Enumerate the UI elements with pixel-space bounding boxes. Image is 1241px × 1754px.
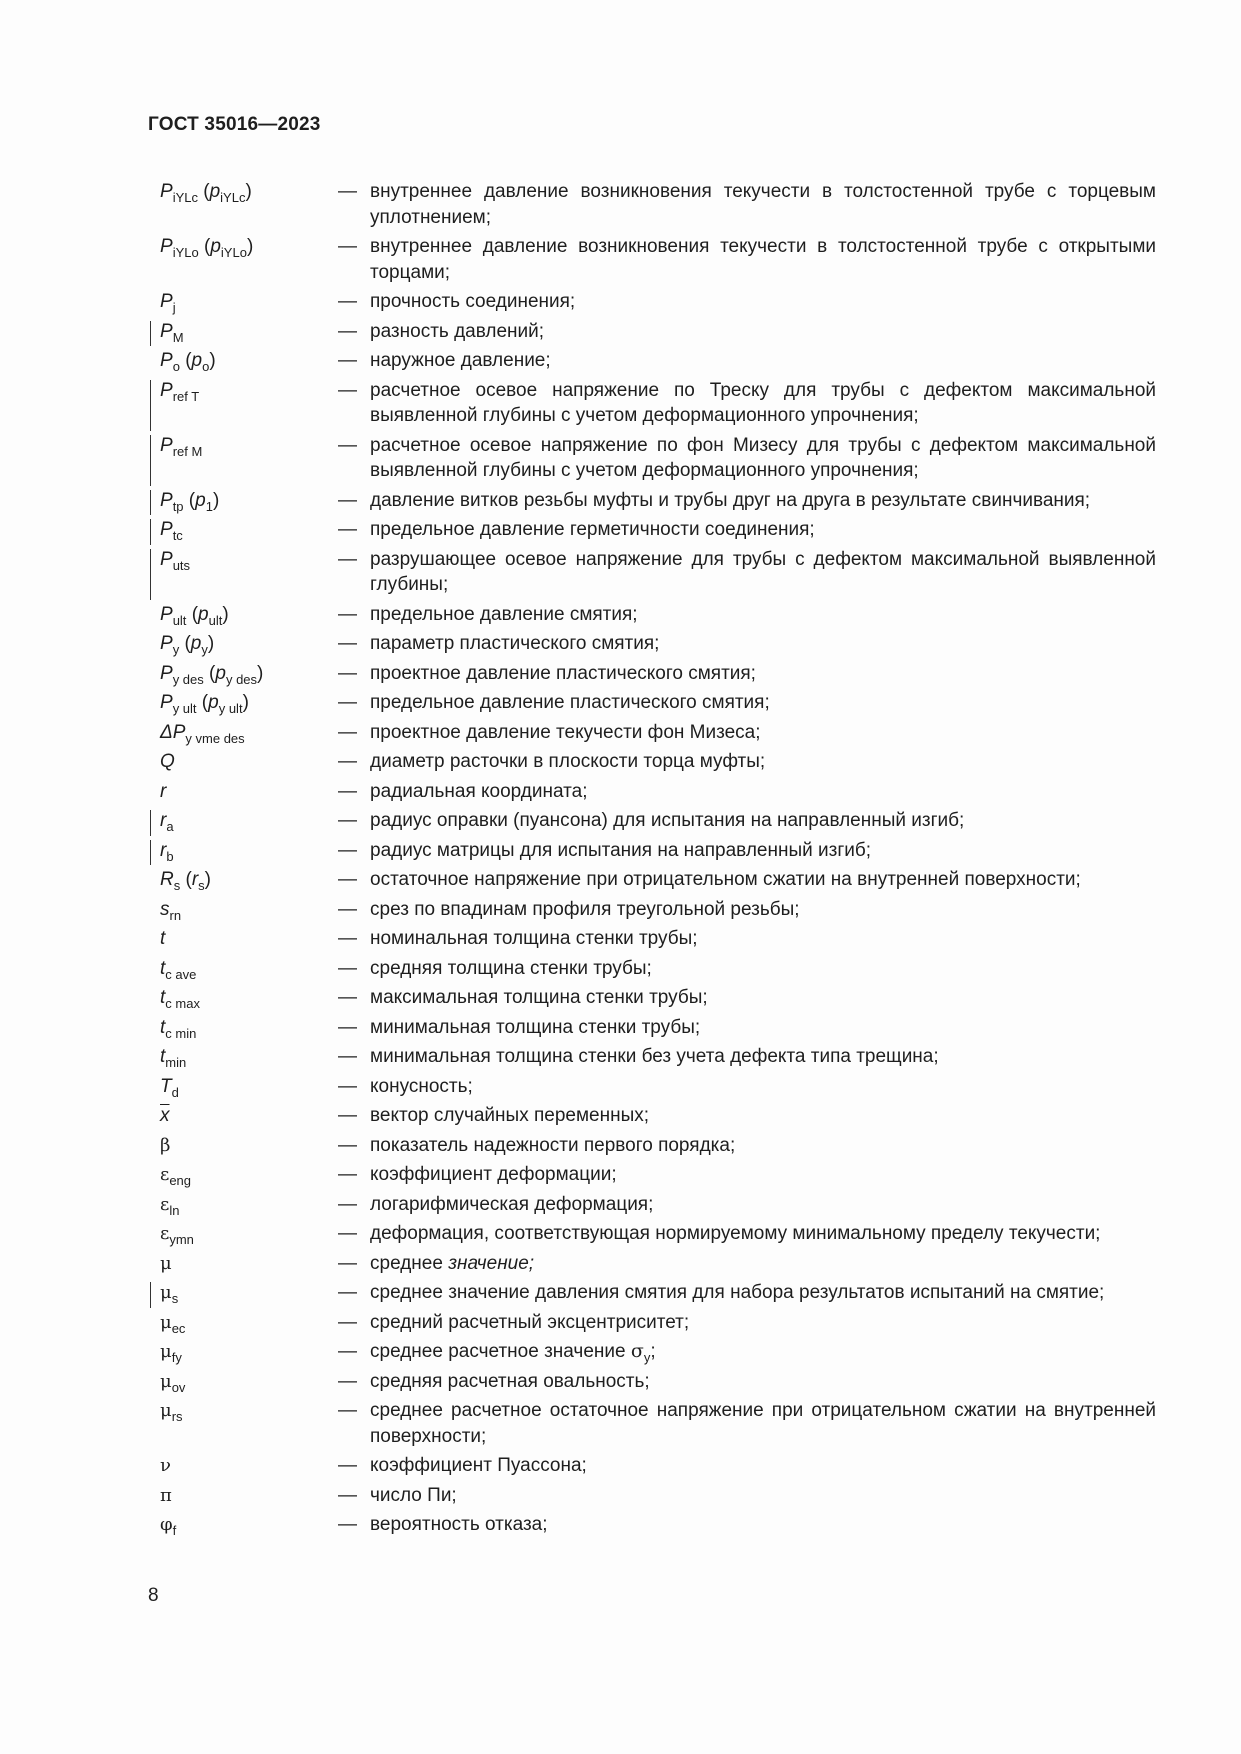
symbol: $\mu_{ec}$ <box>160 1311 186 1336</box>
definition: число Пи; <box>370 1484 457 1506</box>
dash: — <box>338 957 357 979</box>
list-item <box>160 1310 1156 1340</box>
dash: — <box>338 810 357 831</box>
definition: коэффициент Пуассона; <box>370 1455 587 1476</box>
symbol: $P_{y ult}$ $(p_{y ult})$ <box>160 692 249 716</box>
definition: предельное давление герметичности соединения; <box>370 519 815 540</box>
symbol: π <box>160 1484 172 1506</box>
definition: среднее расчетное остаточное напряжение при отрицательном сжатии на внутренней поверхности; <box>370 1400 1156 1447</box>
dash: — <box>338 1046 357 1067</box>
list-item <box>160 1483 1156 1513</box>
definition: давление витков резьбы муфты и трубы друг на друга в результате свинчивания; <box>370 489 1091 511</box>
symbol: $T_d$ <box>160 1075 179 1100</box>
symbol: r <box>160 780 167 802</box>
symbol: $\mu_{ov}$ <box>160 1370 186 1395</box>
list-item <box>160 749 1156 779</box>
symbol: $\Delta P_{y vme des}$ <box>160 721 245 746</box>
list-item <box>160 1453 1156 1483</box>
definition: деформация, соответствующая нормируемому минимальному пределу текучести; <box>370 1223 1101 1244</box>
symbol: μ <box>160 1252 172 1274</box>
list-item <box>160 1369 1156 1399</box>
symbol: $P_{iYLo}$ $(p_{iYLo})$ <box>160 236 254 260</box>
dash: — <box>338 320 357 342</box>
standard-header: ГОСТ 35016—2023 <box>148 114 321 135</box>
symbol: $P_M$ <box>160 320 184 345</box>
dash: — <box>338 898 357 920</box>
list-item <box>160 1280 1156 1310</box>
list-item <box>160 1221 1156 1251</box>
symbol: $t_{c ave}$ <box>160 957 197 982</box>
list-item <box>160 1251 1156 1281</box>
symbol: $P_{tp}$ $(p_1)$ <box>160 489 220 514</box>
list-item <box>160 1103 1156 1133</box>
definition: средняя расчетная овальность; <box>370 1370 650 1392</box>
list-item <box>160 779 1156 809</box>
definition: радиальная координата; <box>370 780 588 802</box>
symbol: $\varphi_f$ <box>160 1514 177 1538</box>
dash: — <box>338 379 357 401</box>
list-item <box>160 1512 1156 1542</box>
dash: — <box>338 839 357 861</box>
list-item <box>160 517 1156 547</box>
definition: номинальная толщина стенки трубы; <box>370 928 698 949</box>
definition: радиус матрицы для испытания на направленный изгиб; <box>370 839 872 861</box>
dash: — <box>338 1514 357 1535</box>
dash: — <box>338 1105 357 1126</box>
list-item <box>160 661 1156 691</box>
list-item <box>160 985 1156 1015</box>
symbol: $\mu_{fy}$ <box>160 1341 182 1365</box>
symbol: $P_o$ $(p_o)$ <box>160 350 216 374</box>
definition: показатель надежности первого порядка; <box>370 1134 736 1156</box>
symbol: $t_{min}$ <box>160 1046 187 1070</box>
symbol: $P_{iYLc}$ $(p_{iYLc})$ <box>160 181 252 205</box>
dash: — <box>338 434 357 456</box>
list-item <box>160 690 1156 720</box>
symbol: $\varepsilon_{ymn}$ <box>160 1223 194 1247</box>
dash: — <box>338 489 357 511</box>
dash: — <box>338 519 357 540</box>
symbol: $P_{ref T}$ <box>160 379 200 404</box>
definition: радиус оправки (пуансона) для испытания на направленный изгиб; <box>370 810 965 831</box>
definition: коэффициент деформации; <box>370 1164 617 1185</box>
symbol: $t_{c max}$ <box>160 987 200 1011</box>
definition: разность давлений; <box>370 320 545 342</box>
list-item <box>160 1192 1156 1222</box>
definition: прочность соединения; <box>370 291 576 312</box>
list-item <box>160 1015 1156 1045</box>
list-item <box>160 319 1156 349</box>
symbol: $P_{y des}$ $(p_{y des})$ <box>160 662 264 687</box>
dash: — <box>338 780 357 802</box>
symbol: $P_{ult}$ $(p_{ult})$ <box>160 603 229 628</box>
definition: минимальная толщина стенки трубы; <box>370 1016 701 1038</box>
dash: — <box>338 1400 357 1421</box>
list-item <box>160 926 1156 956</box>
list-item <box>160 348 1156 378</box>
dash: — <box>338 928 357 949</box>
list-item <box>160 720 1156 750</box>
list-item <box>160 808 1156 838</box>
definition: максимальная толщина стенки трубы; <box>370 987 708 1008</box>
dash: — <box>338 633 357 654</box>
dash: — <box>338 1164 357 1185</box>
list-item <box>160 433 1156 488</box>
symbol: $r_a$ <box>160 810 174 834</box>
definition: остаточное напряжение при отрицательном сжатии на внутренней поверхности; <box>370 869 1081 890</box>
symbol: $s_{rn}$ <box>160 898 182 923</box>
symbol: $\varepsilon_{eng}$ <box>160 1164 192 1188</box>
dash: — <box>338 721 357 743</box>
list-item <box>160 631 1156 661</box>
list-item <box>160 1162 1156 1192</box>
definition: логарифмическая деформация; <box>370 1193 654 1215</box>
definition: среднее значение давления смятия для набора результатов испытаний на смятие; <box>370 1282 1105 1303</box>
list-item <box>160 867 1156 897</box>
list-item <box>160 602 1156 632</box>
symbol: t <box>160 928 166 949</box>
definition: минимальная толщина стенки без учета дефекта типа трещина; <box>370 1046 939 1067</box>
dash: — <box>338 548 357 570</box>
page-number: 8 <box>148 1585 159 1606</box>
definition: параметр пластического смятия; <box>370 633 660 654</box>
definition: внутреннее давление возникновения текучести в толстостенной трубе с торцевым уплотнением; <box>370 181 1156 228</box>
definition: разрушающее осевое напряжение для трубы с дефектом максимальной выявленной глубины; <box>370 548 1156 595</box>
symbol: $\mu_s$ <box>160 1282 179 1306</box>
symbol: $P_j$ <box>160 291 176 315</box>
definition: наружное давление; <box>370 350 551 371</box>
definition: срез по впадинам профиля треугольной резьбы; <box>370 898 800 920</box>
symbol: $P_{ref M}$ <box>160 434 203 459</box>
dash: — <box>338 692 357 713</box>
dash: — <box>338 603 357 625</box>
symbol-list <box>160 179 1156 1542</box>
list-item <box>160 547 1156 602</box>
list-item <box>160 838 1156 868</box>
dash: — <box>338 1193 357 1215</box>
dash: — <box>338 1282 357 1303</box>
symbol: $\mu_{rs}$ <box>160 1400 183 1424</box>
list-item <box>160 179 1156 234</box>
dash: — <box>338 1455 357 1476</box>
dash: — <box>338 1252 357 1274</box>
list-item <box>160 956 1156 986</box>
symbol: $t_{c min}$ <box>160 1016 197 1041</box>
list-item <box>160 1133 1156 1163</box>
dash: — <box>338 1341 357 1362</box>
list-item <box>160 1398 1156 1453</box>
definition: диаметр расточки в плоскости торца муфты; <box>370 751 766 772</box>
definition: проектное давление пластического смятия; <box>370 662 756 684</box>
dash: — <box>338 662 357 684</box>
list-item <box>160 1074 1156 1104</box>
list-item <box>160 378 1156 433</box>
symbol: $\varepsilon_{ln}$ <box>160 1193 180 1218</box>
definition: средняя толщина стенки трубы; <box>370 957 652 979</box>
symbol: $R_s$ $(r_s)$ <box>160 869 211 893</box>
dash: — <box>338 1016 357 1038</box>
symbol: $P_y$ $(p_y)$ <box>160 633 215 657</box>
definition: расчетное осевое напряжение по фон Мизесу для трубы с дефектом максимальной выявленной глубины с учетом деформационного упрочнения; <box>370 434 1156 481</box>
list-item <box>160 897 1156 927</box>
dash: — <box>338 1484 357 1506</box>
symbol: $P_{uts}$ <box>160 548 191 573</box>
definition: проектное давление текучести фон Мизеса; <box>370 721 761 743</box>
symbol: $P_{tc}$ <box>160 519 183 543</box>
definition: предельное давление пластического смятия; <box>370 692 770 713</box>
list-item <box>160 1339 1156 1369</box>
dash: — <box>338 1370 357 1392</box>
dash: — <box>338 1134 357 1156</box>
definition: внутреннее давление возникновения текучести в толстостенной трубе с открытыми торцами; <box>370 236 1156 283</box>
symbol: Q <box>160 751 175 772</box>
list-item <box>160 289 1156 319</box>
definition: расчетное осевое напряжение по Треску для трубы с дефектом максимальной выявленной глубины с учетом деформационного упрочнения; <box>370 379 1156 426</box>
dash: — <box>338 1311 357 1333</box>
list-item <box>160 1044 1156 1074</box>
definition: среднее расчетное значение $\sigma_y$; <box>370 1340 656 1365</box>
dash: — <box>338 350 357 371</box>
dash: — <box>338 751 357 772</box>
dash: — <box>338 181 357 202</box>
definition: вероятность отказа; <box>370 1514 548 1535</box>
dash: — <box>338 987 357 1008</box>
symbol: ν <box>160 1455 171 1476</box>
definition: средний расчетный эксцентриситет; <box>370 1311 690 1333</box>
symbol: $\overline{x}$ <box>160 1105 170 1126</box>
definition: вектор случайных переменных; <box>370 1105 650 1126</box>
definition: предельное давление смятия; <box>370 603 638 625</box>
definition: среднее значение; <box>370 1252 535 1274</box>
symbol: $r_b$ <box>160 839 174 864</box>
list-item <box>160 234 1156 289</box>
dash: — <box>338 236 357 257</box>
definition: конусность; <box>370 1075 473 1097</box>
dash: — <box>338 869 357 890</box>
dash: — <box>338 1075 357 1097</box>
list-item <box>160 488 1156 518</box>
symbol: β <box>160 1134 171 1156</box>
dash: — <box>338 1223 357 1244</box>
dash: — <box>338 291 357 312</box>
